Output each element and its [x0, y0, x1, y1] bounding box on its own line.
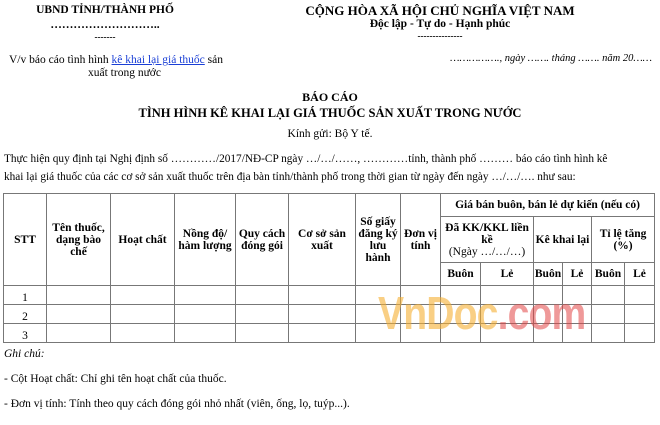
nation-title: CỘNG HÒA XÃ HỘI CHỦ NGHĨA VIỆT NAM	[305, 3, 575, 18]
notes-title: Ghi chú:	[4, 348, 45, 360]
agency-name: UBND TỈNH/THÀNH PHỐ	[36, 4, 174, 16]
note-item: - Đơn vị tính: Tính theo quy cách đóng gói nhỏ nhất (viên, ống, lọ, tuýp...).	[4, 398, 350, 410]
col-registration: Số giấy đăng ký lưu hành	[356, 194, 401, 286]
watermark-part1: VnDoc	[378, 287, 498, 339]
motto: Độc lập - Tự do - Hạnh phúc	[369, 18, 511, 30]
agency-divider: -------	[94, 32, 116, 42]
col-unit: Đơn vị tính	[401, 194, 441, 286]
col-wholesale: Buôn	[592, 263, 625, 286]
col-stt: STT	[4, 194, 47, 286]
intro-line-1: Thực hiện quy định tại Nghị định số …………/2017/NĐ-CP ngày …/…/……, …………tỉnh, thành phố ……… báo cáo tình hình kê	[4, 153, 608, 165]
col-retail: Lẻ	[625, 263, 655, 286]
previous-date-label: (Ngày …/…/…)	[448, 245, 526, 258]
subject-suffix: sản	[204, 54, 223, 66]
subject-link[interactable]: kê khai lại giá thuốc	[111, 54, 205, 66]
col-drug-name: Tên thuốc, dạng bào chế	[47, 194, 111, 286]
col-retail: Lẻ	[481, 263, 534, 286]
subject-line	[9, 53, 249, 67]
row-number: 2	[4, 305, 47, 324]
col-packaging: Quy cách đóng gói	[236, 194, 289, 286]
col-retail: Lẻ	[563, 263, 592, 286]
col-previous-declared	[441, 217, 534, 263]
agency-dots: ………………………..	[50, 19, 160, 31]
previous-declared-label: Đã KK/KKL liền kề	[445, 221, 529, 246]
watermark-logo	[378, 286, 585, 340]
col-active-ingredient: Hoạt chất	[111, 194, 175, 286]
subject-line2: xuất trong nước	[88, 67, 161, 79]
col-manufacturer: Cơ sở sản xuất	[289, 194, 356, 286]
report-title: BÁO CÁO	[302, 90, 358, 104]
col-price-group: Giá bán buôn, bán lẻ dự kiến (nếu có)	[441, 194, 655, 217]
note-item: - Cột Hoạt chất: Chỉ ghi tên hoạt chất của thuốc.	[4, 373, 227, 385]
subject-prefix: V/v báo cáo tình hình	[9, 54, 112, 66]
col-increase-rate: Tỉ lệ tăng (%)	[592, 217, 655, 263]
col-wholesale: Buôn	[441, 263, 481, 286]
report-subtitle: TÌNH HÌNH KÊ KHAI LẠI GIÁ THUỐC SẢN XUẤT TRONG NƯỚC	[138, 106, 522, 120]
recipient: Kính gửi: Bộ Y tế.	[287, 128, 373, 140]
row-number: 1	[4, 286, 47, 305]
col-wholesale: Buôn	[534, 263, 563, 286]
col-concentration: Nồng độ/ hàm lượng	[175, 194, 236, 286]
watermark-part2: .com	[497, 287, 586, 339]
col-redeclared: Kê khai lại	[534, 217, 592, 263]
intro-line-2: khai lại giá thuốc của các cơ sở sản xuất thuốc trên địa bàn tỉnh/thành phố trong thời gian từ ngày đến ngày …/…/…. như sau:	[4, 171, 576, 183]
motto-divider: ---------------	[417, 31, 463, 41]
date-line: ……………., ngày ……. tháng ……. năm 20……	[450, 53, 652, 64]
row-number: 3	[4, 324, 47, 343]
